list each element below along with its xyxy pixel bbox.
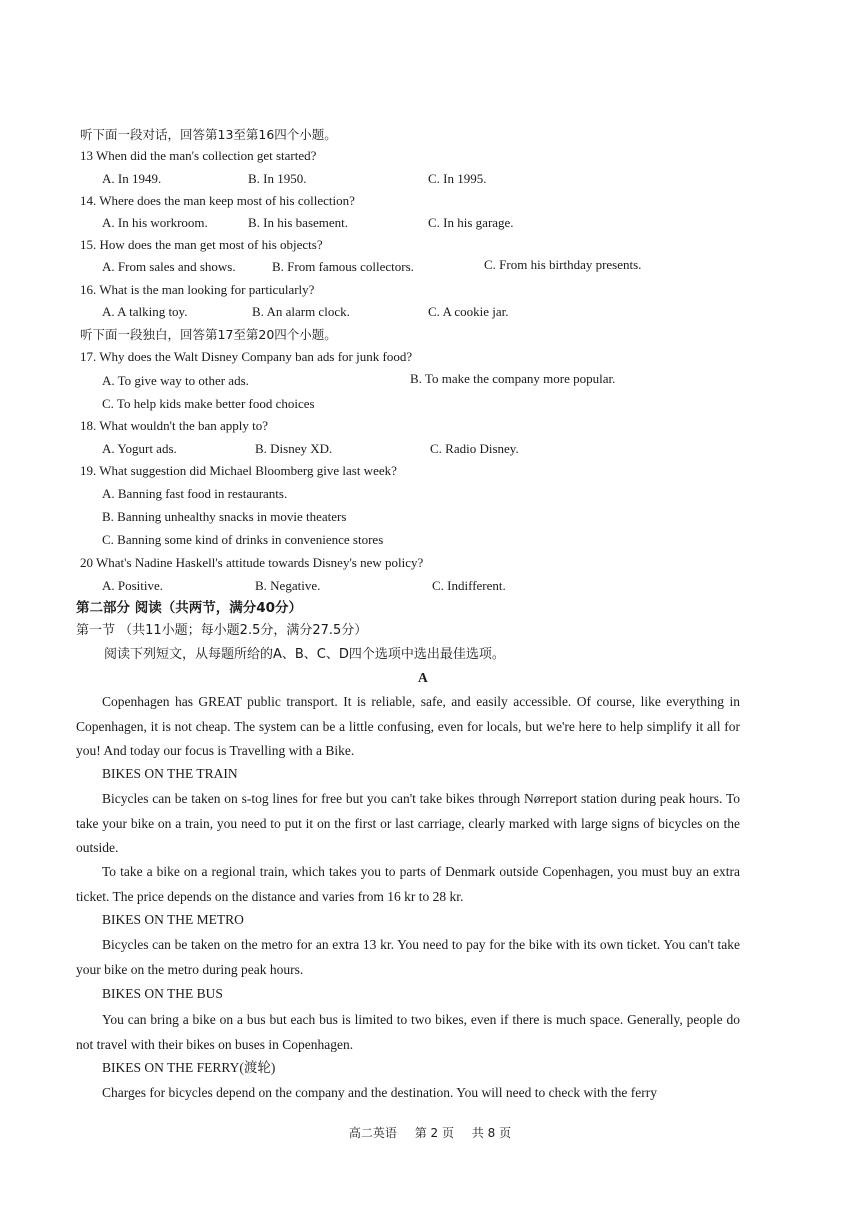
q14-stem: 14. Where does the man keep most of his collection?: [80, 193, 355, 208]
paragraph-ferry: Charges for bicycles depend on the company and the destination. You will need to check with the ferry: [102, 1085, 657, 1100]
q15-option-b: B. From famous collectors.: [272, 259, 414, 274]
q20-option-c: C. Indifferent.: [432, 578, 506, 593]
q20-stem: 20 What's Nadine Haskell's attitude towards Disney's new policy?: [80, 555, 424, 570]
q18-option-b: B. Disney XD.: [255, 441, 333, 456]
q18-option-c: C. Radio Disney.: [430, 441, 519, 456]
q19-stem: 19. What suggestion did Michael Bloomberg give last week?: [80, 463, 397, 478]
paragraph-train-1: Bicycles can be taken on s-tog lines for free but you can't take bikes through Nørreport station during peak hours. To take your bike on a train, you need to put it on the first or last carriage, clearly marked with large signs of bicycles on the outside.: [76, 791, 740, 855]
reading-instruction: 阅读下列短文，从每题所给的A、B、C、D四个选项中选出最佳选项。: [104, 647, 505, 662]
q19-option-a: A. Banning fast food in restaurants.: [102, 486, 288, 501]
heading-bikes-on-ferry: BIKES ON THE FERRY(渡轮): [102, 1060, 276, 1075]
heading-bikes-on-metro: BIKES ON THE METRO: [102, 912, 244, 927]
paragraph-metro: Bicycles can be taken on the metro for an extra 13 kr. You need to pay for the bike with its own ticket. You can't take your bike on the metro during peak hours.: [76, 937, 740, 977]
q16-option-c: C. A cookie jar.: [428, 304, 509, 319]
q19-option-b: B. Banning unhealthy snacks in movie theaters: [102, 509, 347, 524]
dialogue-instruction: 听下面一段对话，回答第13至第16四个小题。: [80, 127, 337, 142]
q16-option-a: A. A talking toy.: [102, 304, 188, 319]
q19-option-c: C. Banning some kind of drinks in convenience stores: [102, 532, 384, 547]
heading-bikes-on-bus: BIKES ON THE BUS: [102, 986, 223, 1001]
section-title: 第一节 （共11小题；每小题2.5分，满分27.5分）: [76, 623, 368, 638]
q13-option-c: C. In 1995.: [428, 171, 487, 186]
part-title: 第二部分 阅读（共两节，满分40分）: [76, 600, 302, 616]
q14-option-a: A. In his workroom.: [102, 215, 208, 230]
page-footer: [0, 1124, 860, 1141]
footer-subject: 高二英语: [348, 1126, 397, 1140]
q15-stem: 15. How does the man get most of his objects?: [80, 237, 323, 252]
q13-option-b: B. In 1950.: [248, 171, 307, 186]
paragraph-bus: You can bring a bike on a bus but each bus is limited to two bikes, even if there is much space. Generally, people do not travel with their bikes on buses in Copenhagen.: [76, 1012, 740, 1052]
q15-option-a: A. From sales and shows.: [102, 259, 236, 274]
footer-page-number: 第 2 页: [414, 1126, 454, 1140]
paragraph-train-2: To take a bike on a regional train, which takes you to parts of Denmark outside Copenhagen, you must buy an extra ticket. The price depends on the distance and varies from 16 kr to 28 kr.: [76, 864, 740, 904]
q17-option-c: C. To help kids make better food choices: [102, 396, 315, 411]
q16-option-b: B. An alarm clock.: [252, 304, 350, 319]
passage-intro: Copenhagen has GREAT public transport. It is reliable, safe, and easily accessible. Of course, like everything in Copenhagen, it is not cheap. The system can be a little confusing, even for locals, but we're here to help simplify it all for you! And today our focus is Travelling with a Bike.: [76, 694, 740, 758]
heading-bikes-on-train: BIKES ON THE TRAIN: [102, 766, 238, 781]
q17-option-b: B. To make the company more popular.: [410, 371, 616, 386]
q17-stem: 17. Why does the Walt Disney Company ban ads for junk food?: [80, 349, 413, 364]
q14-option-c: C. In his garage.: [428, 215, 514, 230]
q16-stem: 16. What is the man looking for particularly?: [80, 282, 315, 297]
q15-option-c: C. From his birthday presents.: [484, 257, 642, 272]
q20-option-b: B. Negative.: [255, 578, 321, 593]
q13-stem: 13 When did the man's collection get started?: [80, 148, 317, 163]
passage-label: A: [418, 670, 428, 685]
footer-total-pages: 共 8 页: [471, 1126, 512, 1140]
q18-option-a: A. Yogurt ads.: [102, 441, 177, 456]
q14-option-b: B. In his basement.: [248, 215, 349, 230]
monologue-instruction: 听下面一段独白，回答第17至第20四个小题。: [80, 327, 337, 342]
q13-option-a: A. In 1949.: [102, 171, 162, 186]
q17-option-a: A. To give way to other ads.: [102, 373, 249, 388]
q18-stem: 18. What wouldn't the ban apply to?: [80, 418, 269, 433]
q20-option-a: A. Positive.: [102, 578, 164, 593]
